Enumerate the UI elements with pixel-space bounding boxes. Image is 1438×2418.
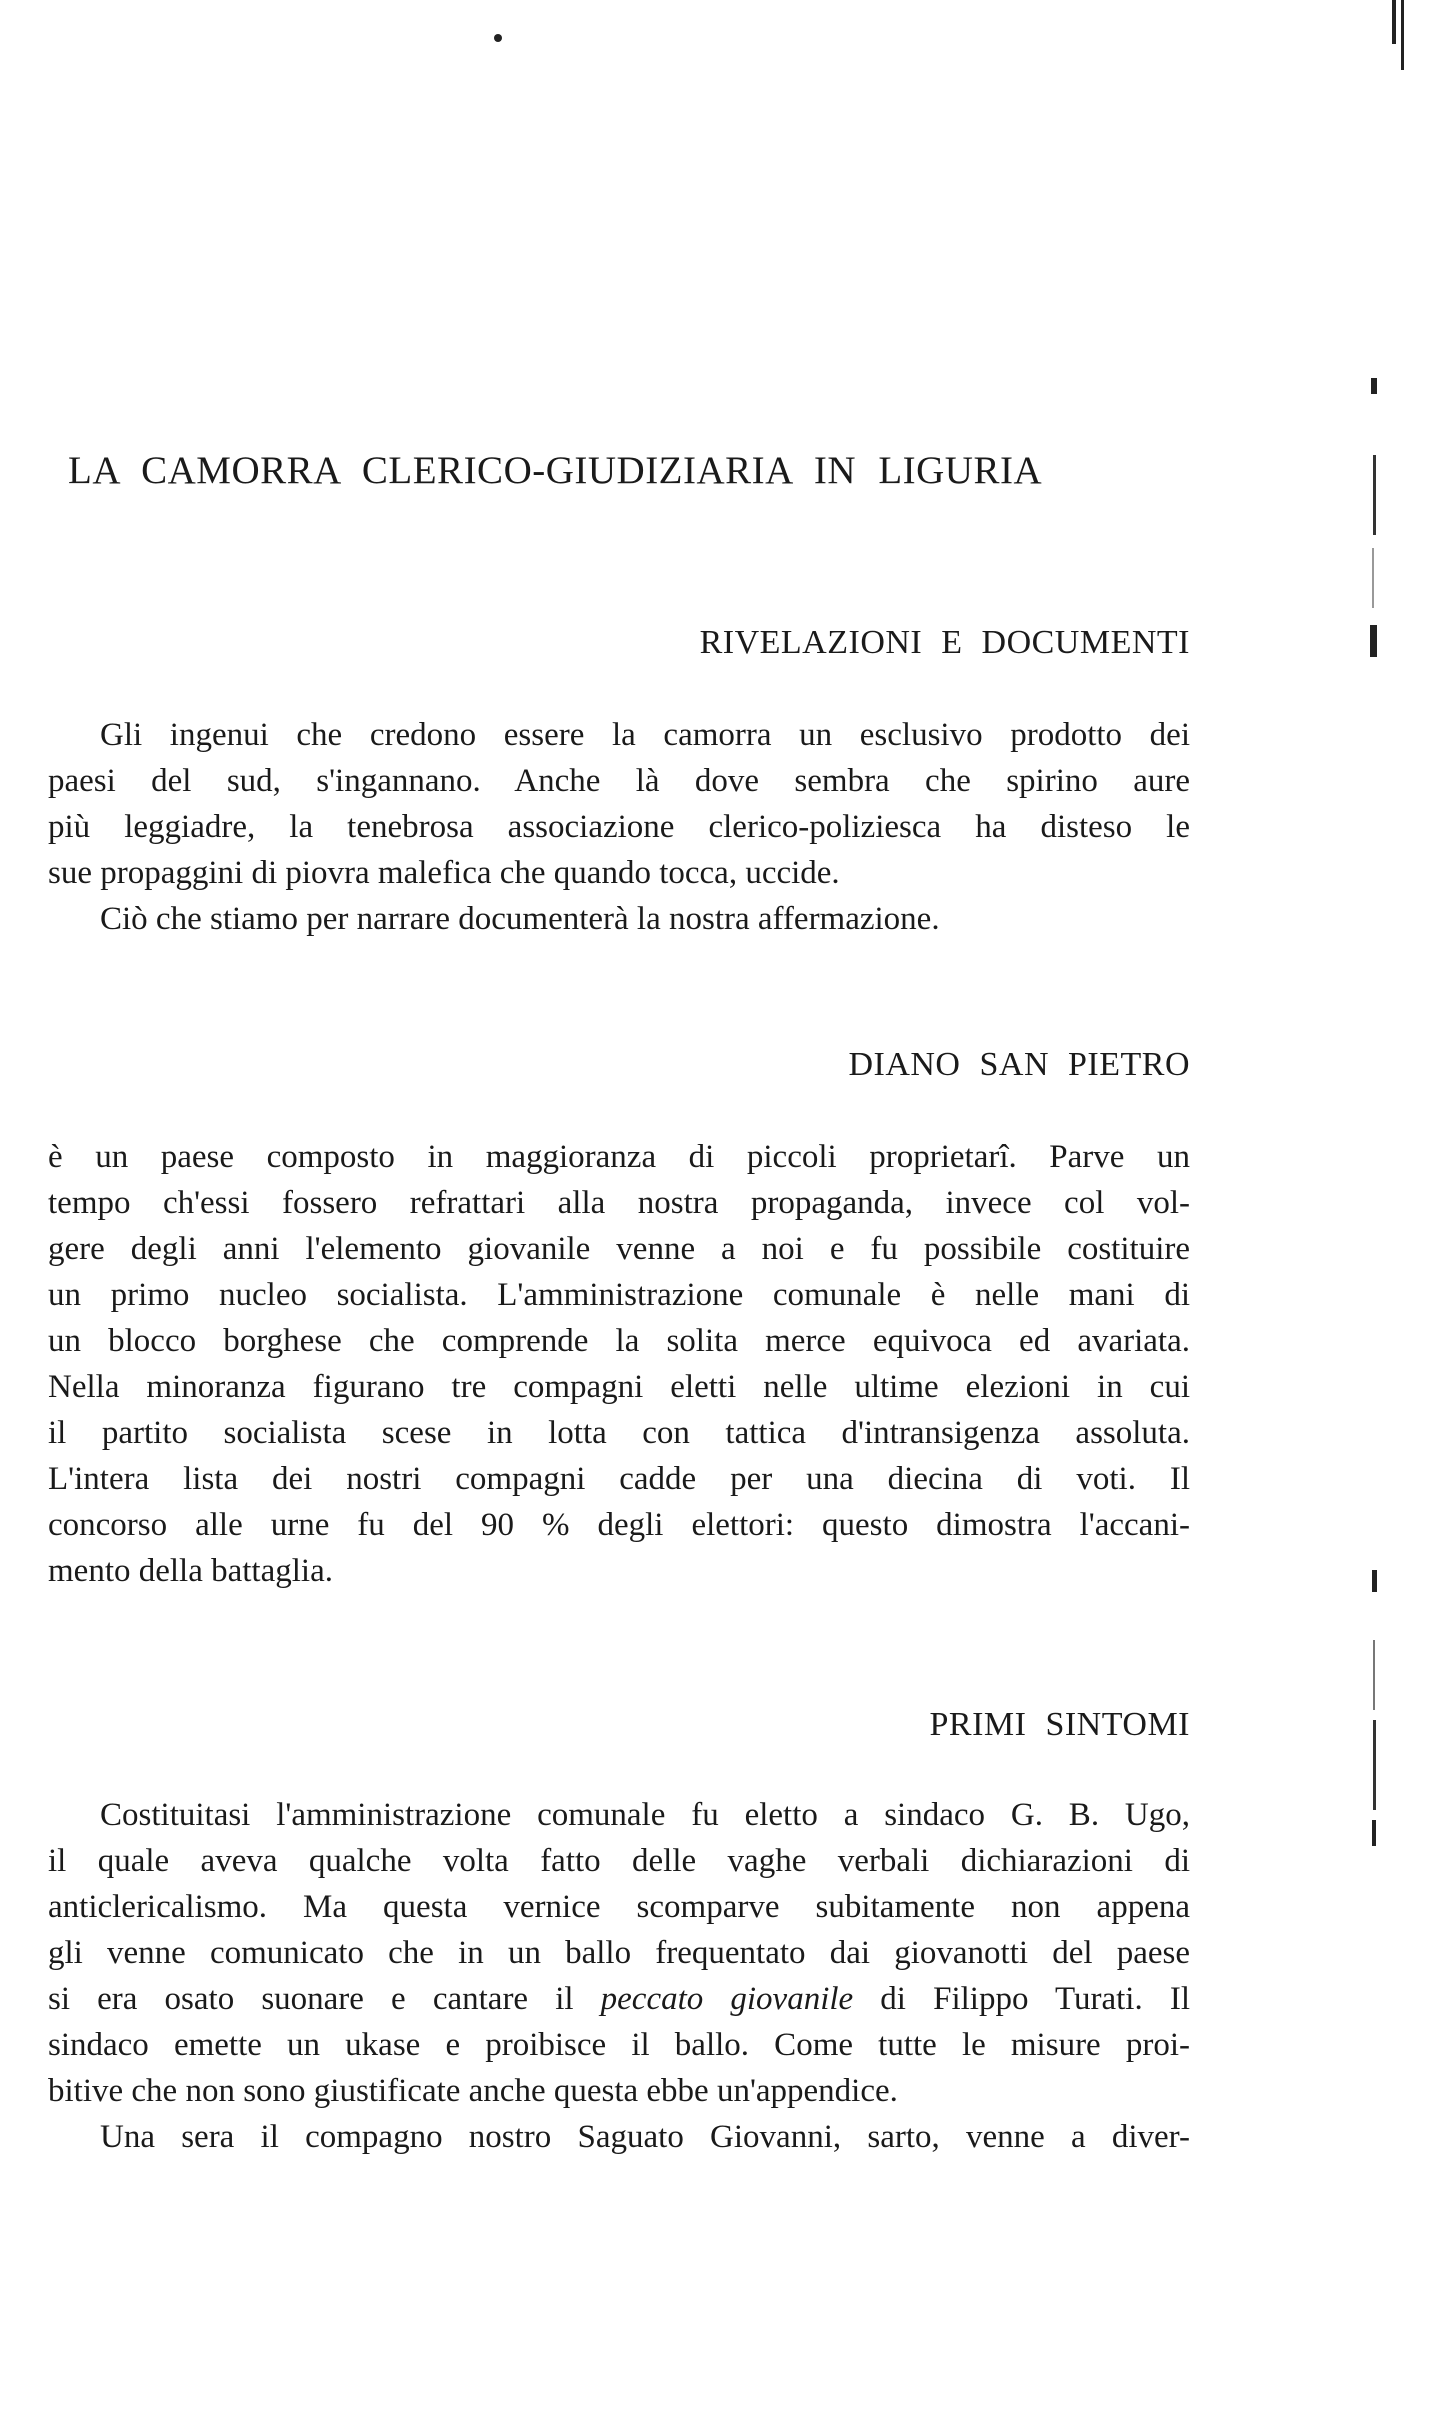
text-line <box>48 1976 1190 2022</box>
text-line: anticlericalismo. Ma questa vernice scomparve subitamente non appena <box>48 1889 1190 1925</box>
text-line: il partito socialista scese in lotta con tattica d'intransigenza assoluta. <box>48 1415 1190 1451</box>
scan-speck <box>1372 1570 1377 1592</box>
text-line: L'intera lista dei nostri compagni cadde per una diecina di voti. Il <box>48 1461 1190 1497</box>
margin-rule <box>1373 1720 1376 1810</box>
text-line: è un paese composto in maggioranza di piccoli proprietarî. Parve un <box>48 1139 1190 1175</box>
text-line: mento della battaglia. <box>48 1553 333 1589</box>
text-line: Una sera il compagno nostro Saguato Giovanni, sarto, venne a diver- <box>100 2119 1190 2155</box>
text-line: Costituitasi l'amministrazione comunale fu eletto a sindaco G. B. Ugo, <box>100 1797 1190 1833</box>
margin-rule <box>1373 455 1376 535</box>
text-line: sue propaggini di piovra malefica che quando tocca, uccide. <box>48 855 840 891</box>
margin-rule <box>1372 548 1374 608</box>
text-line: più leggiadre, la tenebrosa associazione clerico-poliziesca ha disteso le <box>48 809 1190 845</box>
text-line: Gli ingenui che credono essere la camorra un esclusivo prodotto dei <box>100 717 1190 753</box>
scan-speck <box>1401 0 1404 70</box>
text-line: sindaco emette un ukase e proibisce il ballo. Come tutte le misure proi- <box>48 2027 1190 2063</box>
margin-rule <box>1373 1640 1375 1710</box>
primi-paragraph <box>48 1792 1190 2114</box>
text-line: paesi del sud, s'ingannano. Anche là dove sembra che spirino aure <box>48 763 1190 799</box>
text-line: bitive che non sono giustificate anche questa ebbe un'appendice. <box>48 2073 898 2109</box>
intro-paragraph <box>48 712 1190 896</box>
subtitle: RIVELAZIONI E DOCUMENTI <box>699 624 1190 661</box>
section-heading-diano: DIANO SAN PIETRO <box>848 1046 1190 1083</box>
scan-speck <box>1392 0 1396 44</box>
page-title: LA CAMORRA CLERICO-GIUDIZIARIA IN LIGURIA <box>68 449 1043 492</box>
text-line: gere degli anni l'elemento giovanile venne a noi e fu possibile costituire <box>48 1231 1190 1267</box>
text-line: un primo nucleo socialista. L'amministrazione comunale è nelle mani di <box>48 1277 1190 1313</box>
text-line: tempo ch'essi fossero refrattari alla nostra propaganda, invece col vol- <box>48 1185 1190 1221</box>
scan-speck <box>1371 378 1377 394</box>
section-heading-primi: PRIMI SINTOMI <box>929 1706 1190 1743</box>
scan-speck <box>1372 1820 1376 1846</box>
diano-paragraph <box>48 1134 1190 1594</box>
text-line: concorso alle urne fu del 90 % degli elettori: questo dimostra l'accani- <box>48 1507 1190 1543</box>
sera-paragraph <box>48 2114 1190 2160</box>
italic-title: peccato giovanile <box>600 1981 854 2017</box>
text-run: di Filippo Turati. Il <box>853 1981 1190 2017</box>
scan-speck <box>1370 625 1377 657</box>
text-line: gli venne comunicato che in un ballo frequentato dai giovanotti del paese <box>48 1935 1190 1971</box>
scan-speck <box>494 34 502 42</box>
intro-paragraph-2 <box>48 896 1190 942</box>
text-line: Nella minoranza figurano tre compagni eletti nelle ultime elezioni in cui <box>48 1369 1190 1405</box>
text-line: il quale aveva qualche volta fatto delle vaghe verbali dichiarazioni di <box>48 1843 1190 1879</box>
text-run: si era osato suonare e cantare il <box>48 1981 601 2017</box>
text-line: un blocco borghese che comprende la solita merce equivoca ed avariata. <box>48 1323 1190 1359</box>
text-line: Ciò che stiamo per narrare documenterà la nostra affermazione. <box>100 901 940 937</box>
